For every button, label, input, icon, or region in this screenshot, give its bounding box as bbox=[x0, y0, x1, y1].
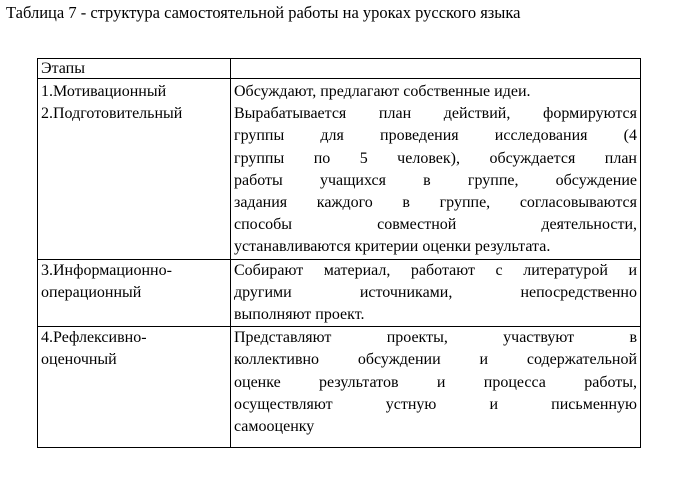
description-line: задания каждого в группе, согласовываются bbox=[234, 194, 637, 212]
stage-name: оценочный bbox=[41, 351, 117, 369]
table-row bbox=[38, 79, 641, 260]
description-line: выполняют проект. bbox=[234, 306, 365, 324]
description-line: Собирают материал, работают с литературой и bbox=[234, 261, 637, 279]
stage-cell bbox=[38, 259, 231, 327]
stage-name: операционный bbox=[41, 283, 142, 301]
stage-name: 3.Информационно- bbox=[41, 261, 172, 279]
stage-name: 1.Мотивационный bbox=[41, 83, 167, 100]
stage-cell bbox=[38, 327, 231, 448]
description-line: Обсуждают, предлагают собственные идеи. bbox=[234, 83, 531, 100]
description-cell bbox=[231, 327, 641, 448]
description-line: работы учащихся в группе, обсуждение bbox=[234, 171, 637, 189]
description-cell bbox=[231, 79, 641, 260]
description-line: Вырабатывается план действий, формируются bbox=[234, 105, 637, 123]
table-row bbox=[38, 259, 641, 327]
description-line: устанавливаются критерии оценки результата. bbox=[234, 238, 551, 256]
table-header-row bbox=[38, 59, 641, 79]
description-line: группы для проведения исследования (4 bbox=[234, 127, 637, 145]
stage-cell bbox=[38, 79, 231, 260]
stage-name: 4.Рефлексивно- bbox=[41, 329, 147, 347]
description-line: осуществляют устную и письменную bbox=[234, 395, 637, 413]
header-cell-stages: Этапы bbox=[38, 59, 231, 79]
stages-table bbox=[37, 58, 641, 448]
description-line: Представляют проекты, участвуют в bbox=[234, 329, 637, 347]
description-line: самооценку bbox=[234, 418, 315, 436]
description-cell bbox=[231, 259, 641, 327]
table-row bbox=[38, 327, 641, 448]
description-line: оценке результатов и процесса работы, bbox=[234, 373, 637, 391]
description-line: другими источниками, непосредственно bbox=[234, 283, 637, 301]
description-line: коллективно обсуждении и содержательной bbox=[234, 351, 637, 369]
description-line: способы совместной деятельности, bbox=[234, 216, 637, 234]
header-cell-description bbox=[231, 59, 641, 79]
stage-name: 2.Подготовительный bbox=[41, 105, 183, 123]
description-line: группы по 5 человек), обсуждается план bbox=[234, 149, 637, 167]
table-caption: Таблица 7 - структура самостоятельной работы на уроках русского языка bbox=[6, 3, 521, 22]
